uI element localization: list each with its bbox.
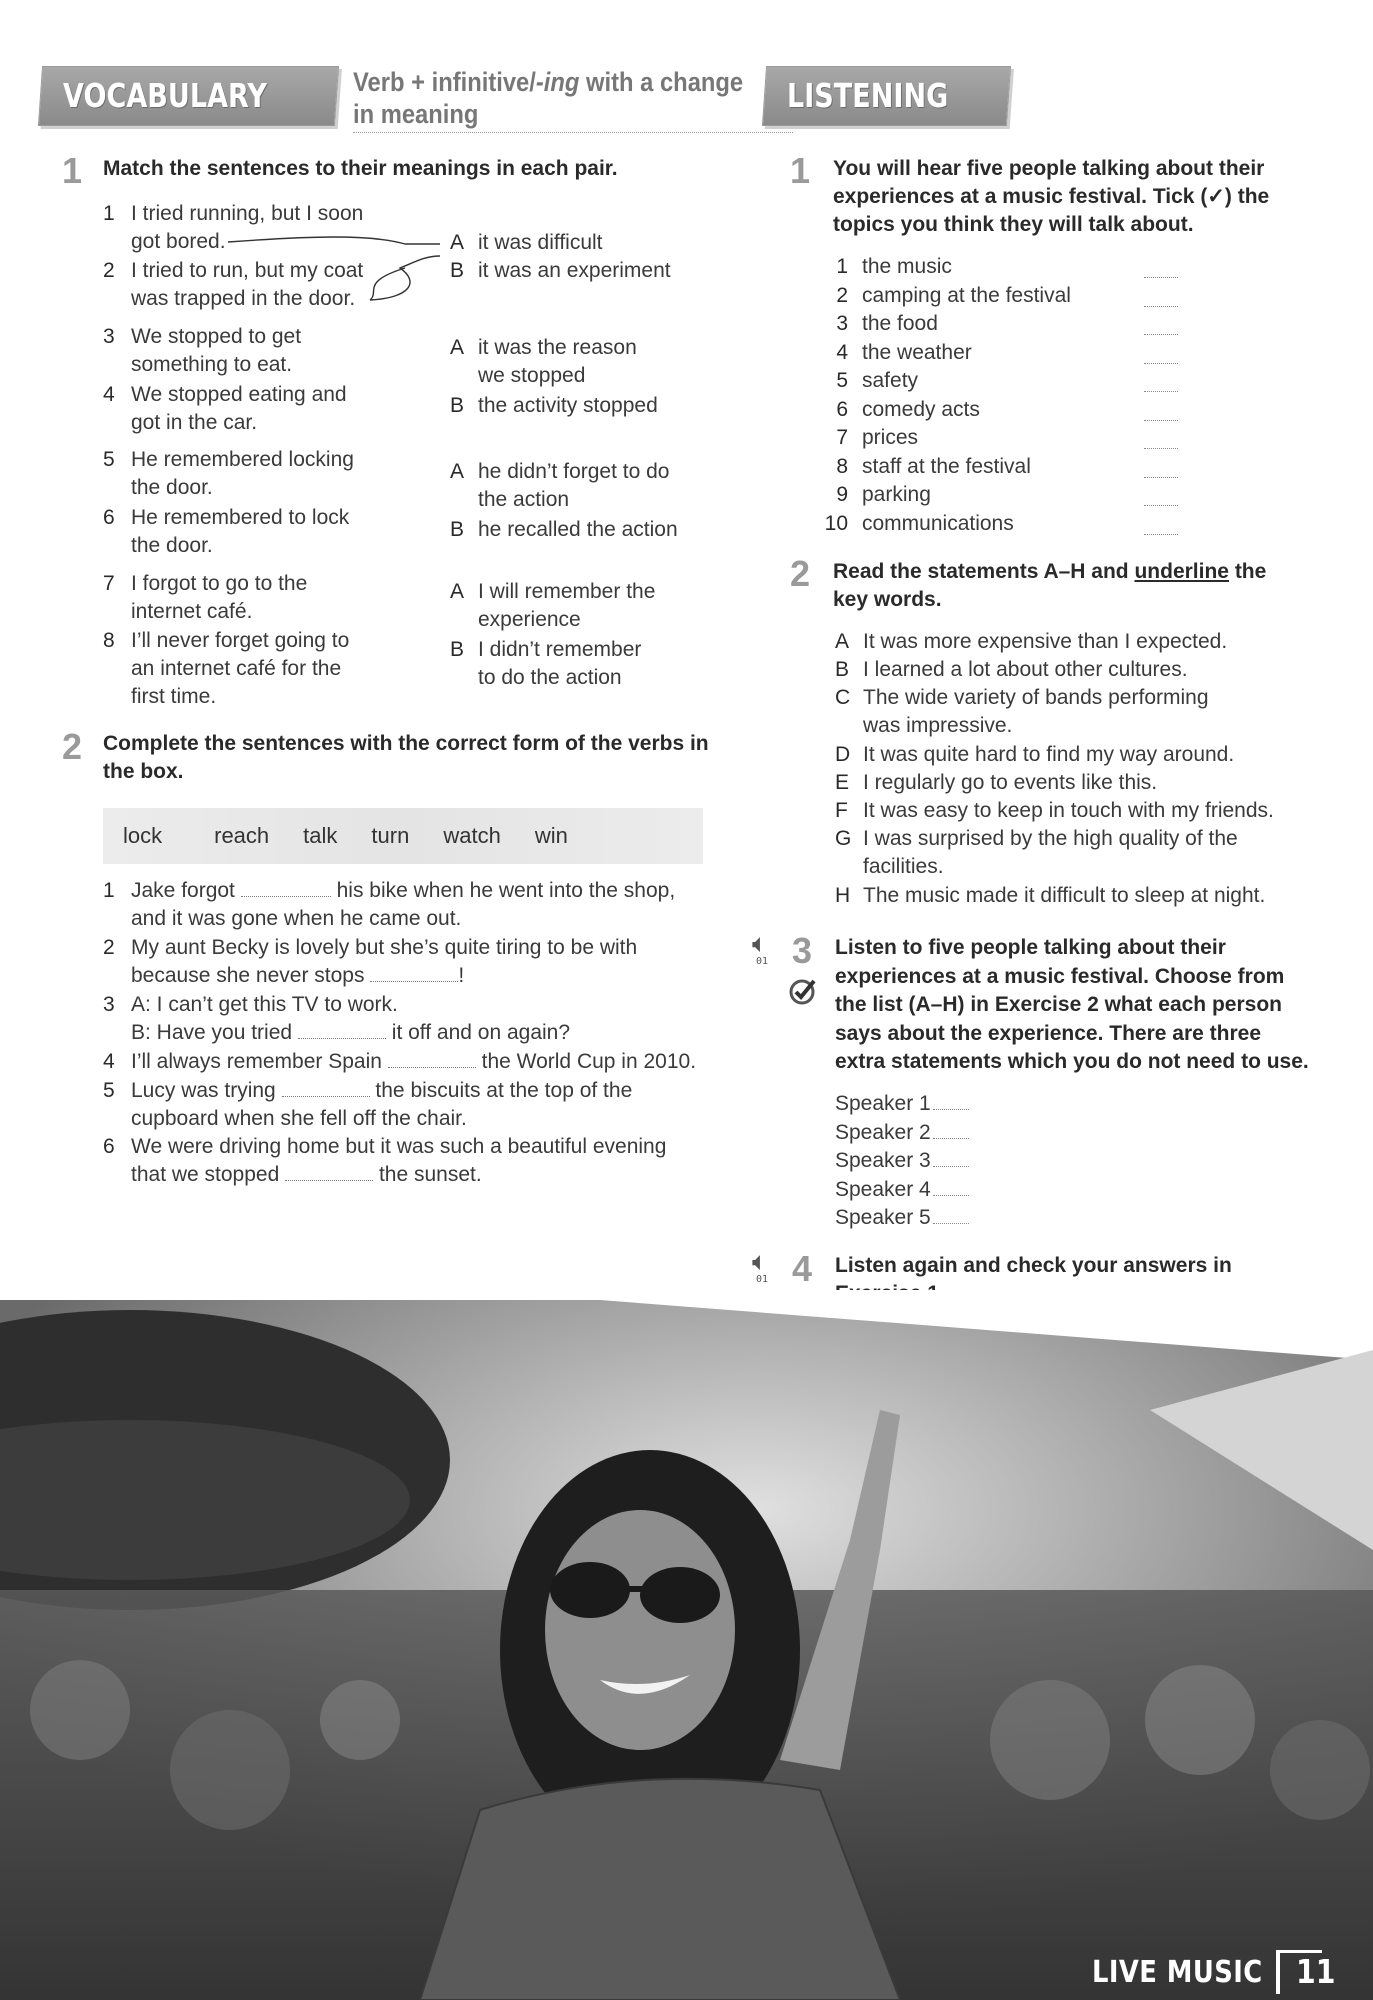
speaker-answer: Speaker 3 [835, 1147, 969, 1175]
match-connector-lines [220, 232, 450, 312]
listen-ex3-line: says about the experience. There are three [835, 1021, 1262, 1045]
answer-blank[interactable] [298, 1021, 386, 1039]
listen-ex2-number: 2 [790, 553, 811, 594]
sentence-number: 1 [103, 202, 115, 225]
speaker-answer: Speaker 5 [835, 1204, 969, 1232]
page-bracket [1276, 1950, 1280, 1994]
tick-box-line[interactable] [1144, 505, 1178, 506]
sentence-number: 6 [103, 506, 115, 529]
verb-word-box [103, 808, 703, 864]
speaker-answer: Speaker 1 [835, 1090, 969, 1118]
meaning-letter: B [450, 638, 465, 661]
vocab-ex2-instruction-l1: Complete the sentences with the correct form of the verbs in [103, 732, 709, 755]
listening-header [764, 66, 1009, 126]
answer-blank[interactable] [388, 1050, 476, 1068]
meaning-letter: A [450, 336, 465, 359]
box-word: lock [123, 823, 163, 848]
answer-blank[interactable] [241, 879, 331, 897]
box-word: turn [371, 823, 410, 848]
unit-title: LIVE MUSIC [1092, 1955, 1263, 1990]
speaker-answer-line[interactable] [933, 1178, 969, 1196]
vocabulary-header [40, 66, 793, 133]
tick-box-line[interactable] [1144, 306, 1178, 307]
sentence-number: 2 [103, 259, 115, 282]
festival-photo [0, 1290, 1373, 2000]
tick-box-line[interactable] [1144, 477, 1178, 478]
box-word: watch [443, 823, 501, 848]
tick-box-line[interactable] [1144, 420, 1178, 421]
listen-ex1-instruction-l2: experiences at a music festival. Tick (✓) the [833, 185, 1270, 208]
sentence-number: 5 [103, 448, 115, 471]
speaker-answer: Speaker 2 [835, 1119, 969, 1147]
tick-box-line[interactable] [1144, 534, 1178, 535]
vocab-ex1-instruction: Match the sentences to their meanings in each pair. [103, 157, 618, 180]
speaker-answer: Speaker 4 [835, 1176, 969, 1204]
meaning-letter: A [450, 231, 465, 254]
answer-blank[interactable] [370, 964, 458, 982]
listen-ex3-line: the list (A–H) in Exercise 2 what each person [835, 993, 1282, 1016]
meaning-letter: B [450, 259, 465, 282]
meaning-letter: A [450, 580, 465, 603]
meaning-letter: A [450, 460, 465, 483]
listen-ex4-number: 4 [792, 1248, 813, 1289]
festival-photo-image [0, 1290, 1373, 2000]
vocabulary-subtitle: Verb + infinitive/-ing with a change in meaning [353, 66, 793, 133]
listen-ex4-l1: Listen again and check your answers in [835, 1254, 1232, 1277]
page-number: 11 [1296, 1952, 1336, 1991]
speaker-icon: 🔈︎ [752, 1246, 768, 1276]
listen-ex1-instruction-l1: You will hear five people talking about their [833, 157, 1265, 180]
listening-tab: LISTENING [762, 66, 1011, 126]
sentence-number: 7 [103, 572, 115, 595]
audio-track-ex3[interactable]: 🔈︎ 01 [752, 928, 769, 967]
speaker-answer-line[interactable] [933, 1149, 969, 1167]
vocab-ex2-number: 2 [62, 726, 83, 767]
match-line-1-a [228, 237, 440, 244]
tick-box-line[interactable] [1144, 334, 1178, 335]
answer-blank[interactable] [285, 1163, 373, 1181]
meaning-letter: B [450, 394, 465, 417]
speaker-answer-line[interactable] [933, 1092, 969, 1110]
box-word: reach [214, 823, 270, 848]
match-line-brace [370, 268, 405, 300]
speaker-answer-line[interactable] [933, 1121, 969, 1139]
listen-ex1-number: 1 [790, 150, 811, 191]
box-word: win [534, 823, 568, 848]
sentence-number: 4 [103, 383, 115, 406]
tick-box-line[interactable] [1144, 448, 1178, 449]
vocabulary-tab: VOCABULARY [38, 66, 339, 126]
vocab-ex2-instruction-l2: the box. [103, 760, 184, 783]
tick-box-line[interactable] [1144, 391, 1178, 392]
listen-ex3-number: 3 [792, 930, 813, 971]
tick-box-line[interactable] [1144, 363, 1178, 364]
listen-ex3-line: extra statements which you do not need to use. [835, 1050, 1309, 1073]
sentence-number: 3 [103, 325, 115, 348]
box-word: talk [303, 823, 338, 848]
listen-ex2-instruction-l2: key words. [833, 588, 942, 611]
audio-track-ex4[interactable]: 🔈︎ 01 [752, 1246, 769, 1285]
answer-blank[interactable] [282, 1079, 370, 1097]
exam-check-icon [788, 976, 818, 1006]
listen-ex1-instruction-l3: topics you think they will talk about. [833, 213, 1194, 236]
vocab-ex1-number: 1 [62, 150, 83, 191]
speaker-answer-line[interactable] [933, 1206, 969, 1224]
listen-ex3-line: experiences at a music festival. Choose from [835, 964, 1285, 988]
sentence-number: 8 [103, 629, 115, 652]
listen-ex2-instruction-l1: Read the statements A–H and underline the [833, 560, 1267, 583]
speaker-icon: 🔈︎ [752, 928, 768, 958]
tick-box-line[interactable] [1144, 277, 1178, 278]
listen-ex3-line: Listen to five people talking about their [835, 936, 1226, 959]
meaning-letter: B [450, 518, 465, 541]
